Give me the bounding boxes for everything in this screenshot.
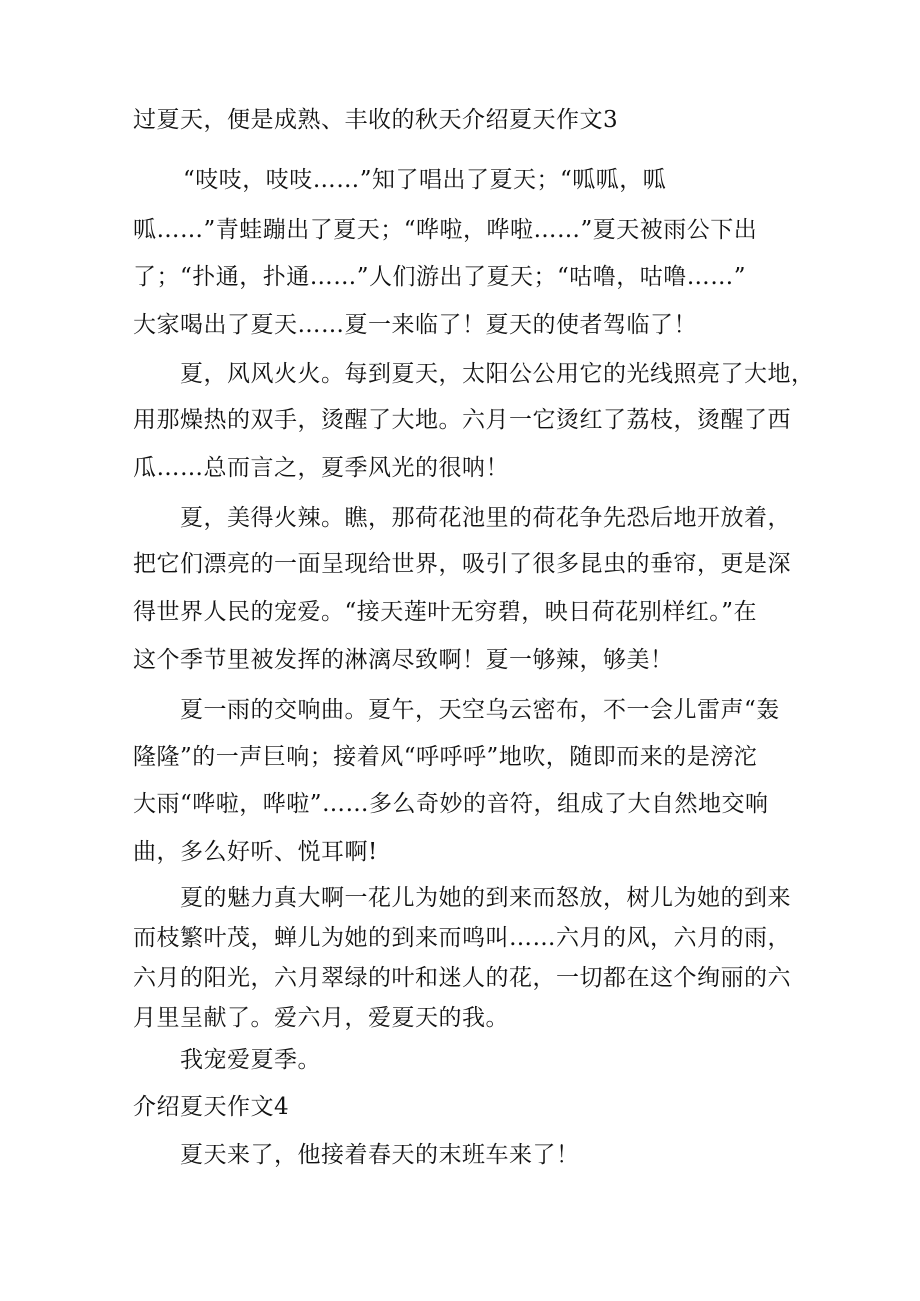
text-line: 了；“扑通，扑通……”人们游出了夏天；“咕噜，咕噜……” <box>133 264 747 290</box>
text-line: 用那燥热的双手，烫醒了大地。六月一它烫红了荔枝，烫醒了西 <box>133 407 791 433</box>
text-line: 夏一雨的交响曲。夏午，天空乌云密布，不一会儿雷声“轰 <box>180 697 780 723</box>
text-line: 大家喝出了夏天……夏一来临了！夏天的使者驾临了！ <box>133 312 697 338</box>
text-line: 夏天来了，他接着春天的末班车来了！ <box>180 1142 580 1168</box>
text-line: 大雨“哗啦，哗啦”……多么奇妙的音符，组成了大自然地交响 <box>133 791 769 817</box>
text-line: “吱吱，吱吱……”知了唱出了夏天；“呱呱，呱 <box>183 167 667 193</box>
text-line: 六月的阳光，六月翠绿的叶和迷人的花，一切都在这个绚丽的六 <box>133 965 791 991</box>
text-line: 曲，多么好听、悦耳啊! <box>133 839 378 865</box>
text-line: 月里呈献了。爱六月，爱夏天的我。 <box>133 1005 509 1031</box>
text-line: 夏的魅力真大啊一花儿为她的到来而怒放，树儿为她的到来 <box>180 885 791 911</box>
text-line: 呱……”青蛙蹦出了夏天；“哗啦，哗啦……”夏天被雨公下出 <box>133 217 758 243</box>
text-line: 这个季节里被发挥的淋漓尽致啊！夏一够辣，够美！ <box>133 647 674 673</box>
text-line: 把它们漂亮的一面呈现给世界，吸引了很多昆虫的垂帘，更是深 <box>133 551 791 577</box>
text-line: 瓜……总而言之，夏季风光的很呐！ <box>133 455 509 481</box>
text-line: 而枝繁叶茂，蝉儿为她的到来而鸣叫……六月的风，六月的雨， <box>133 925 791 951</box>
text-line: 过夏天，便是成熟、丰收的秋天介绍夏天作文3 <box>133 107 619 133</box>
text-line: 得世界人民的宠爱。“接天莲叶无穷碧，映日荷花别样红。”在 <box>133 599 758 625</box>
section-heading: 介绍夏天作文4 <box>133 1094 290 1120</box>
text-line: 隆隆”的一声巨响；接着风“呼呼呼”地吹，随即而来的是滂沱 <box>133 744 758 770</box>
text-line: 我宠爱夏季。 <box>180 1047 321 1073</box>
text-line: 夏，美得火辣。瞧，那荷花池里的荷花争先恐后地开放着， <box>180 505 791 531</box>
text-line: 夏，风风火火。每到夏天，太阳公公用它的光线照亮了大地， <box>180 361 815 387</box>
